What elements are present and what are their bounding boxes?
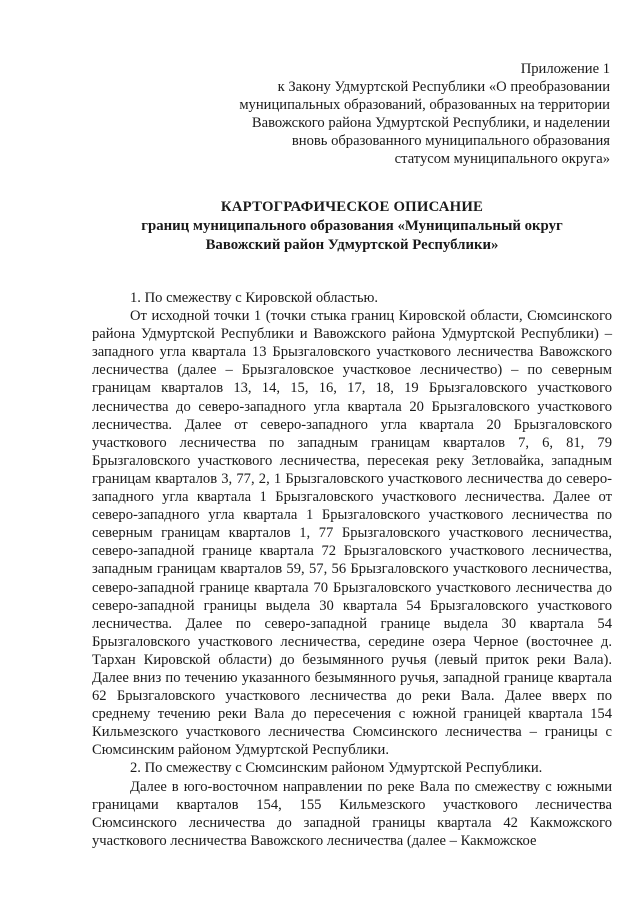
appendix-header — [170, 60, 610, 169]
paragraph-kirov-boundary: От исходной точки 1 (точки стыка границ Кировской области, Сюмсинского района Удмуртской Республики и Вавожского района Удмуртской Республики) – западного угла квартала 13 Брызгаловского участкового лесничества Вавожского лесничества (далее – Брызгаловское участковое лесничество) – по северным границам кварталов 13, 14, 15, 16, 17, 18, 19 Брызгаловского участкового лесничества до северо-западного угла квартала 20 Брызгаловского участкового лесничества. Далее от северо-западного угла квартала 20 Брызгаловского участкового лесничества по западным границам кварталов 7, 6, 81, 79 Брызгаловского участкового лесничества, пересекая реку Зетловайка, западным границам кварталов 3, 77, 2, 1 Брызгаловского участкового лесничества до северо-западного угла квартала 1 Брызгаловского участкового лесничества. Далее от северо-западного угла квартала 1 Брызгаловского участкового лесничества по северным границам кварталов 1, 77 Брызгаловского участкового лесничества, северо-западной границе квартала 72 Брызгаловского участкового лесничества, западным границам кварталов 59, 57, 56 Брызгаловского участкового лесничества, северо-западной границе квартала 70 Брызгаловского участкового лесничества до северо-западной границы выдела 30 квартала 54 Брызгаловского участкового лесничества. Далее по северо-западной границе выдела 30 квартала 54 Брызгаловского участкового лесничества, середине озера Черное (восточнее д. Тархан Кировской области) до безымянного ручья (левый приток реки Вала). Далее вниз по течению указанного безымянного ручья, западной границе квартала 62 Брызгаловского участкового лесничества до реки Вала. Далее вверх по среднему течению реки Вала до пересечения с южной границей квартала 154 Кильмезского участкового лесничества Сюмсинского лесничества – границы с Сюмсинским районом Удмуртской Республики. — [92, 308, 612, 759]
appendix-line: Приложение 1 — [520, 61, 610, 77]
section-heading-kirov: 1. По смежеству с Кировской областью. — [130, 290, 379, 306]
section-heading-syumsi: 2. По смежеству с Сюмсинским районом Удмуртской Республики. — [130, 760, 543, 777]
paragraph-syumsi-boundary: Далее в юго-восточном направлении по реке Вала по смежеству с южными границами кварталов 154, 155 Кильмезского участкового лесничества Сюмсинского лесничества до западной границы квартала 42 Какможского участкового лесничества Вавожского лесничества (далее – Какможское — [92, 778, 612, 849]
appendix-line: к Закону Удмуртской Республики «О преобразовании — [277, 79, 610, 96]
document-title — [92, 198, 612, 254]
document-body — [92, 289, 612, 850]
title-line-1: КАРТОГРАФИЧЕСКОЕ ОПИСАНИЕ — [220, 199, 484, 215]
appendix-line: Вавожского района Удмуртской Республики, и наделении — [251, 115, 610, 132]
appendix-line: вновь образованного муниципального образования — [291, 133, 610, 150]
appendix-line: муниципальных образований, образованных на территории — [239, 97, 610, 114]
appendix-line: статусом муниципального округа» — [394, 151, 610, 168]
title-line-2: границ муниципального образования «Муниципальный округ — [141, 218, 563, 234]
title-line-3: Вавожский район Удмуртской Республики» — [205, 236, 499, 253]
